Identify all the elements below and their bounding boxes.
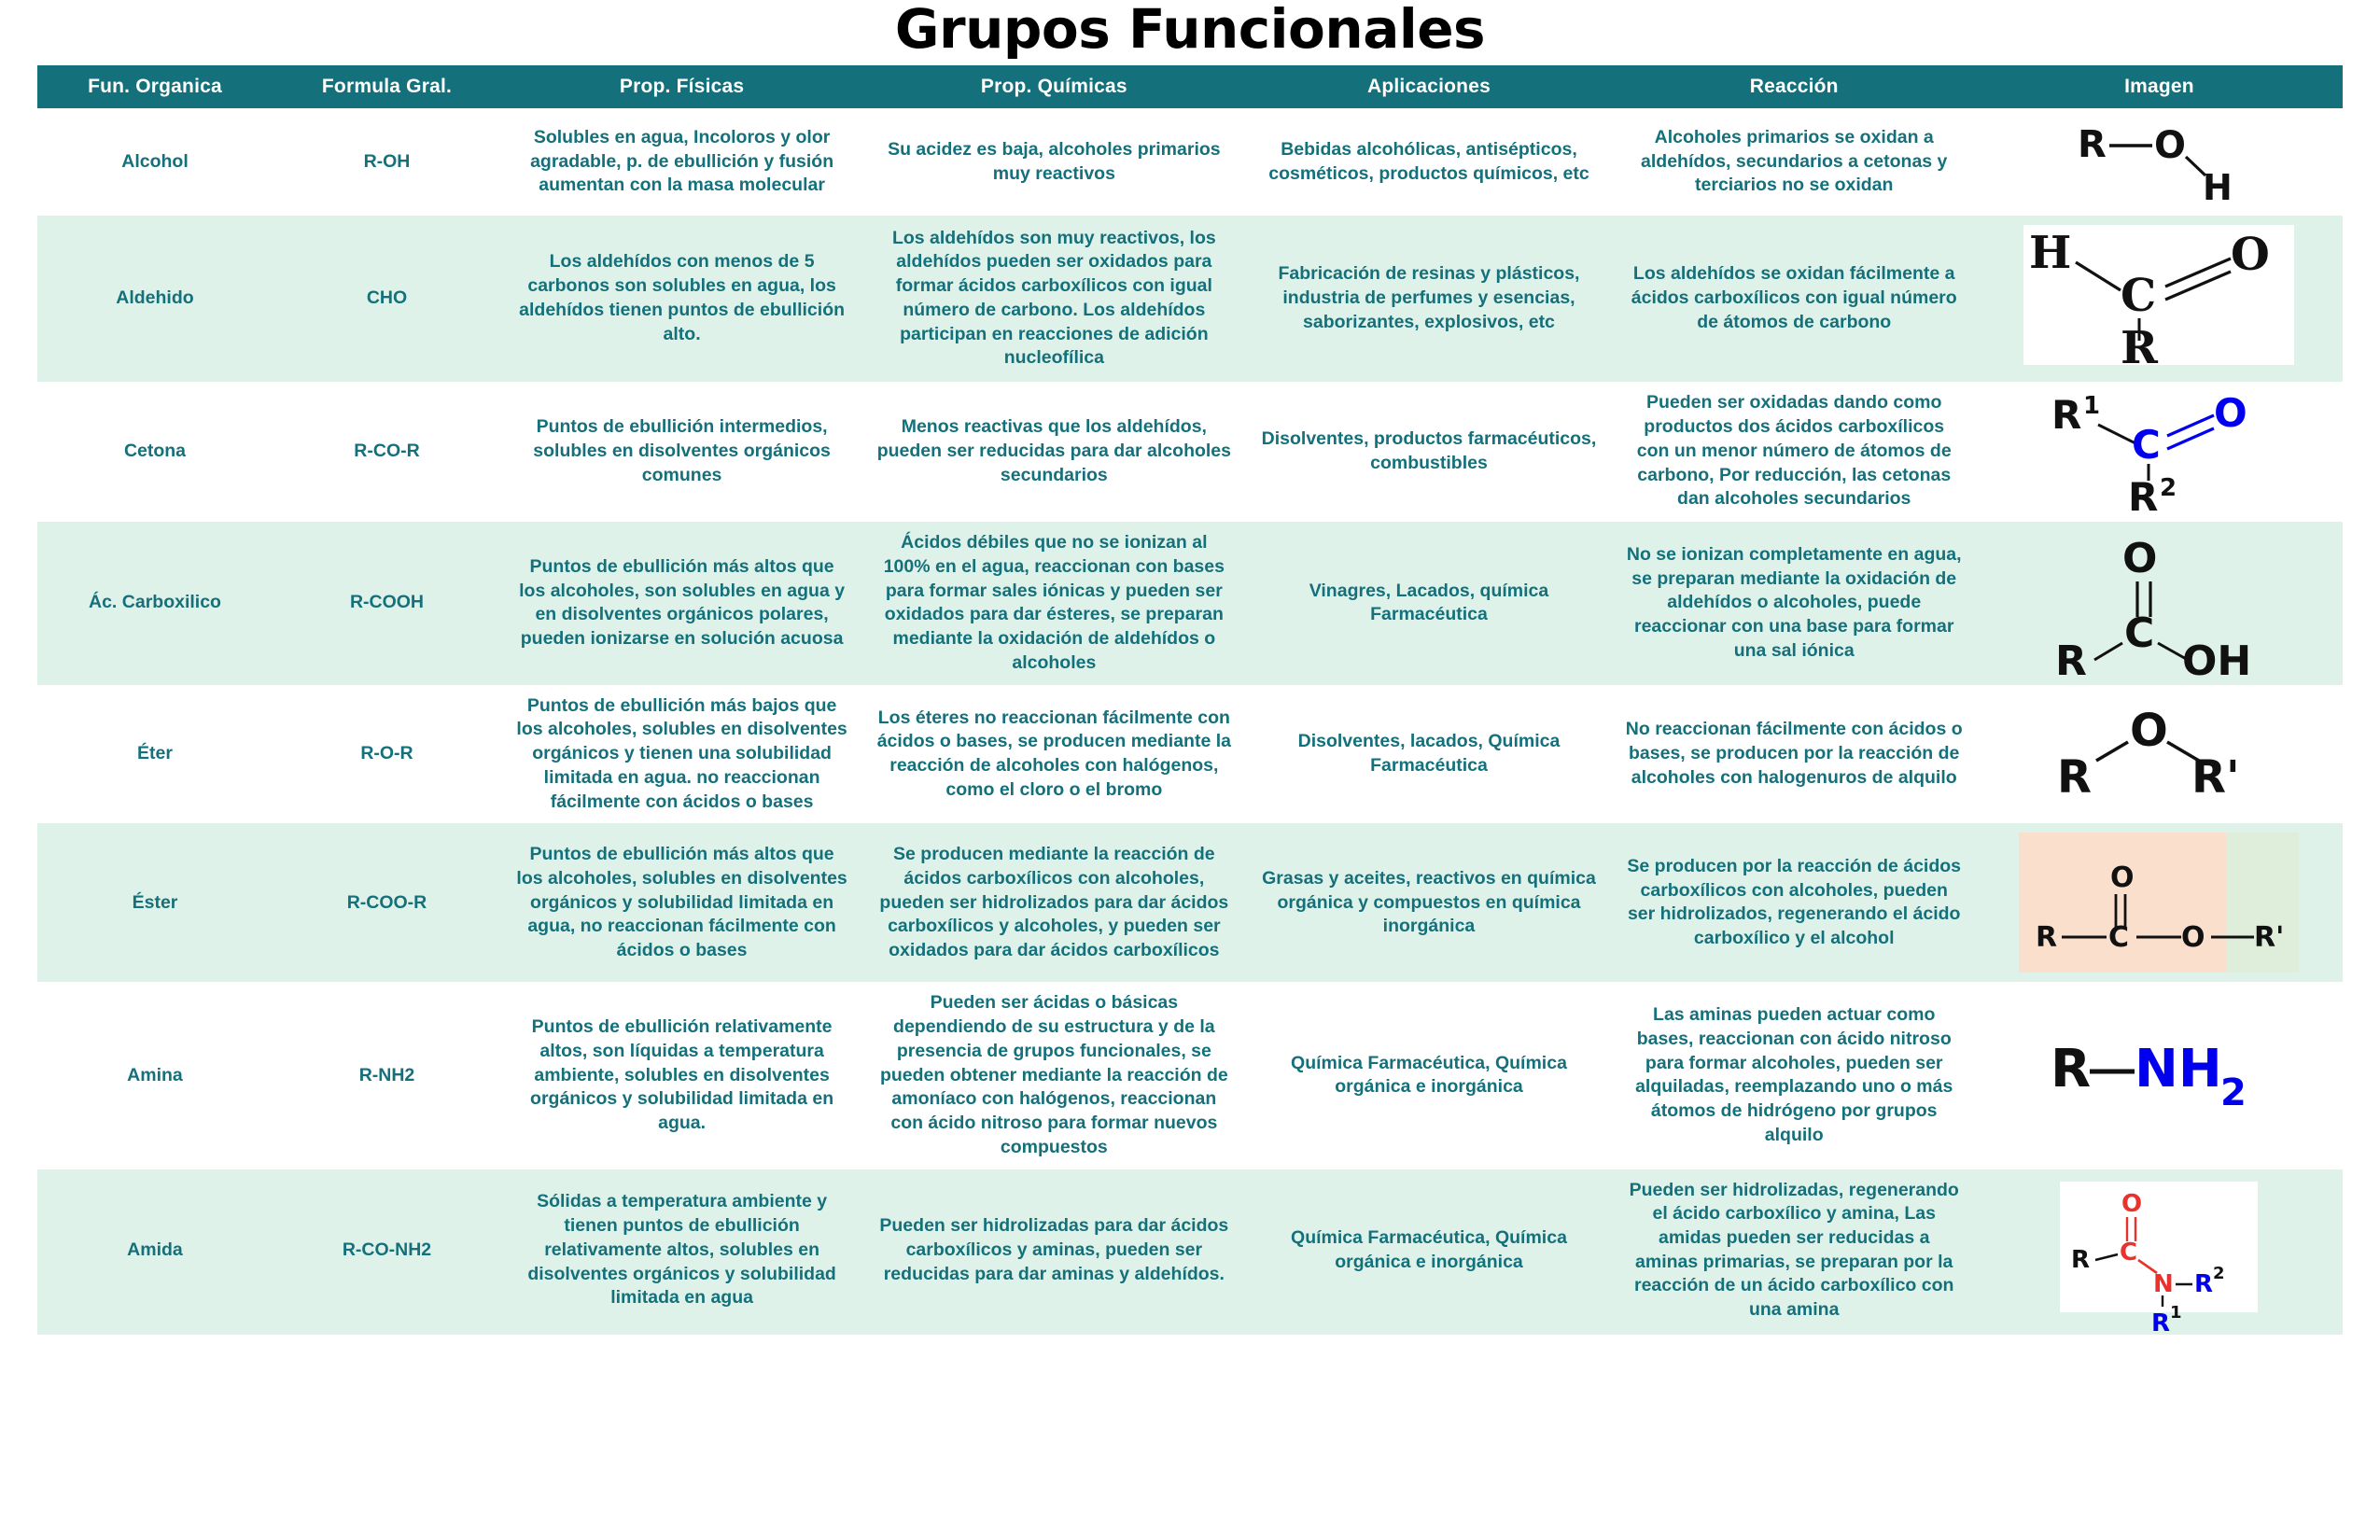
cell-prop-quimicas: Ácidos débiles que no se ionizan al 100% en el agua, reaccionan con bases para formar sales iónicas y pueden ser oxidados para dar ésteres, se preparan mediante la oxidación de aldehídos o alcoholes bbox=[862, 522, 1245, 685]
svg-text:R: R bbox=[2057, 751, 2093, 805]
cell-formula: R-CO-NH2 bbox=[273, 1169, 501, 1332]
cell-reaccion: No se ionizan completamente en agua, se preparan mediante la oxidación de aldehídos o alcoholes, puede reaccionar con una base para formar una sal iónica bbox=[1612, 522, 1976, 685]
svg-text:2: 2 bbox=[2220, 1071, 2247, 1115]
cell-formula: R-CO-R bbox=[273, 382, 501, 522]
table-row bbox=[37, 1169, 2343, 1332]
table-row bbox=[37, 685, 2343, 824]
column-header-aplicaciones: Aplicaciones bbox=[1246, 65, 1613, 108]
svg-text:R: R bbox=[2194, 1269, 2214, 1298]
cell-imagen bbox=[1976, 108, 2343, 216]
cell-aplicaciones: Vinagres, Lacados, química Farmacéutica bbox=[1246, 522, 1613, 685]
cell-prop-fisicas: Solubles en agua, Incoloros y olor agradable, p. de ebullición y fusión aumentan con la masa molecular bbox=[501, 108, 862, 216]
cell-prop-quimicas: Los aldehídos son muy reactivos, los aldehídos pueden ser oxidados para formar ácidos carboxílicos con igual número de carbono. Los aldehídos participan en reacciones de adición nucleofílica bbox=[862, 216, 1245, 382]
amida-structure-frame bbox=[2060, 1182, 2258, 1337]
cell-reaccion: Alcoholes primarios se oxidan a aldehídos, secundarios a cetonas y terciarios no se oxidan bbox=[1612, 108, 1976, 216]
table-row bbox=[37, 982, 2343, 1169]
cell-name: Éster bbox=[37, 823, 273, 982]
cell-imagen bbox=[1976, 982, 2343, 1169]
eter-structure-icon bbox=[2042, 703, 2275, 805]
cell-imagen bbox=[1976, 685, 2343, 824]
svg-text:R: R bbox=[2128, 473, 2159, 520]
amida-structure-icon bbox=[2060, 1182, 2258, 1337]
cell-imagen bbox=[1976, 1169, 2343, 1337]
svg-text:O: O bbox=[2110, 861, 2135, 895]
cell-aplicaciones: Disolventes, lacados, Química Farmacéutica bbox=[1246, 685, 1613, 824]
cell-formula: R-COO-R bbox=[273, 823, 501, 982]
aldehido-structure-frame bbox=[2023, 225, 2294, 374]
cell-aplicaciones: Disolventes, productos farmacéuticos, combustibles bbox=[1246, 382, 1613, 522]
table-header bbox=[37, 65, 2343, 108]
svg-text:NH: NH bbox=[2135, 1039, 2223, 1100]
cell-prop-quimicas: Pueden ser hidrolizadas para dar ácidos carboxílicos y aminas, pueden ser reducidas para dar aminas y aldehídos. bbox=[862, 1169, 1245, 1332]
svg-text:C: C bbox=[2132, 421, 2162, 468]
cell-prop-quimicas: Los éteres no reaccionan fácilmente con ácidos o bases, se producen mediante la reacción de alcoholes con halógenos, como el cloro o el bromo bbox=[862, 685, 1245, 824]
cell-name: Aldehido bbox=[37, 216, 273, 382]
svg-text:O: O bbox=[2122, 534, 2158, 582]
bottom-divider bbox=[37, 1332, 2343, 1335]
header-row bbox=[37, 65, 2343, 108]
cell-formula: R-OH bbox=[273, 108, 501, 216]
svg-text:R: R bbox=[2051, 391, 2082, 438]
svg-text:R: R bbox=[2051, 1039, 2092, 1100]
column-header-prop-fisicas: Prop. Físicas bbox=[501, 65, 862, 108]
cell-reaccion: Los aldehídos se oxidan fácilmente a ácidos carboxílicos con igual número de átomos de carbono bbox=[1612, 216, 1976, 382]
cell-prop-fisicas: Puntos de ebullición más altos que los alcoholes, son solubles en agua y en disolventes orgánicos polares, pueden ionizarse en solución acuosa bbox=[501, 522, 862, 685]
cell-formula: R-O-R bbox=[273, 685, 501, 824]
cell-prop-fisicas: Sólidas a temperatura ambiente y tienen puntos de ebullición relativamente altos, solubles en disolventes orgánicos y solubilidad limitada en agua bbox=[501, 1169, 862, 1332]
column-header-reaccion: Reacción bbox=[1612, 65, 1976, 108]
functional-groups-table bbox=[37, 65, 2343, 1337]
column-header-formula-gral: Formula Gral. bbox=[273, 65, 501, 108]
table-row bbox=[37, 522, 2343, 685]
table-row bbox=[37, 108, 2343, 216]
svg-text:O: O bbox=[2231, 229, 2271, 281]
cell-prop-quimicas: Su acidez es baja, alcoholes primarios muy reactivos bbox=[862, 108, 1245, 216]
cell-imagen bbox=[1976, 823, 2343, 982]
page-title: Grupos Funcionales bbox=[894, 0, 1486, 61]
svg-text:O: O bbox=[2154, 124, 2187, 167]
cell-prop-quimicas: Pueden ser ácidas o básicas dependiendo de su estructura y de la presencia de grupos funcionales, se pueden obtener mediante la reacción de amoníaco con halógenos, reaccionan con ácido nitroso para formar nuevos compuestos bbox=[862, 982, 1245, 1169]
svg-text:N: N bbox=[2153, 1269, 2175, 1298]
table-row bbox=[37, 823, 2343, 982]
cell-imagen bbox=[1976, 216, 2343, 382]
svg-text:R: R bbox=[2071, 1245, 2091, 1274]
svg-text:O: O bbox=[2214, 389, 2248, 436]
cell-name: Ác. Carboxilico bbox=[37, 522, 273, 685]
cell-prop-quimicas: Menos reactivas que los aldehídos, pueden ser reducidas para dar alcoholes secundarios bbox=[862, 382, 1245, 522]
cell-aplicaciones: Grasas y aceites, reactivos en química orgánica y compuestos en química inorgánica bbox=[1246, 823, 1613, 982]
svg-text:C: C bbox=[2121, 270, 2157, 322]
cell-prop-fisicas: Puntos de ebullición relativamente altos, son líquidas a temperatura ambiente, solubles en disolventes orgánicos y solubilidad limitada en agua. bbox=[501, 982, 862, 1169]
svg-text:R: R bbox=[2055, 637, 2088, 685]
svg-text:C: C bbox=[2124, 609, 2155, 657]
cell-name: Alcohol bbox=[37, 108, 273, 216]
svg-text:R: R bbox=[2036, 921, 2058, 955]
cell-name: Amina bbox=[37, 982, 273, 1169]
amina-structure-icon bbox=[2037, 1029, 2280, 1122]
svg-text:C: C bbox=[2108, 921, 2130, 955]
svg-text:R: R bbox=[2078, 123, 2107, 166]
cell-formula: R-NH2 bbox=[273, 982, 501, 1169]
cell-reaccion: Pueden ser hidrolizadas, regenerando el ácido carboxílico y amina, Las amidas pueden ser reducidas a aminas primarias, se preparan por la reacción de un ácido carboxílico con una amina bbox=[1612, 1169, 1976, 1332]
aldehido-structure-icon bbox=[2023, 225, 2294, 374]
svg-text:1: 1 bbox=[2170, 1302, 2183, 1323]
svg-text:R': R' bbox=[2191, 751, 2241, 805]
ester-structure-icon bbox=[2019, 833, 2299, 973]
svg-text:OH: OH bbox=[2182, 637, 2252, 685]
cell-reaccion: Pueden ser oxidadas dando como productos dos ácidos carboxílicos con un menor número de átomos de carbono, Por reducción, las cetonas dan alcoholes secundarios bbox=[1612, 382, 1976, 522]
table-body bbox=[37, 108, 2343, 1337]
cell-aplicaciones: Química Farmacéutica, Química orgánica e inorgánica bbox=[1246, 1169, 1613, 1332]
svg-text:1: 1 bbox=[2083, 391, 2101, 420]
svg-text:2: 2 bbox=[2213, 1263, 2226, 1283]
svg-text:R: R bbox=[2151, 1309, 2171, 1337]
svg-text:O: O bbox=[2130, 705, 2169, 758]
svg-text:H: H bbox=[2203, 167, 2233, 208]
cell-reaccion: Se producen por la reacción de ácidos carboxílicos con alcoholes, pueden ser hidrolizados, regenerando el ácido carboxílico y el alcohol bbox=[1612, 823, 1976, 982]
cell-prop-fisicas: Puntos de ebullición más bajos que los alcoholes, solubles en disolventes orgánicos y tienen una solubilidad limitada en agua. no reaccionan fácilmente con ácidos o bases bbox=[501, 685, 862, 824]
cell-prop-fisicas: Puntos de ebullición intermedios, solubles en disolventes orgánicos comunes bbox=[501, 382, 862, 522]
cell-formula: CHO bbox=[273, 216, 501, 382]
cell-name: Éter bbox=[37, 685, 273, 824]
svg-text:O: O bbox=[2181, 921, 2205, 955]
cell-aplicaciones: Bebidas alcohólicas, antisépticos, cosméticos, productos químicos, etc bbox=[1246, 108, 1613, 216]
cell-reaccion: Las aminas pueden actuar como bases, reaccionan con ácido nitroso para formar alcoholes, pueden ser alquiladas, reemplazando uno o más átomos de hidrógeno por grupos alquilo bbox=[1612, 982, 1976, 1169]
cell-imagen bbox=[1976, 382, 2343, 522]
cell-reaccion: No reaccionan fácilmente con ácidos o bases, se producen por la reacción de alcoholes con halogenuros de alquilo bbox=[1612, 685, 1976, 824]
svg-text:R': R' bbox=[2254, 921, 2285, 955]
column-header-fun-organica: Fun. Organica bbox=[37, 65, 273, 108]
cell-aplicaciones: Fabricación de resinas y plásticos, industria de perfumes y esencias, saborizantes, explosivos, etc bbox=[1246, 216, 1613, 382]
svg-text:H: H bbox=[2029, 227, 2072, 279]
cell-prop-fisicas: Los aldehídos con menos de 5 carbonos son solubles en agua, los aldehídos tienen puntos de ebullición alto. bbox=[501, 216, 862, 382]
cell-name: Amida bbox=[37, 1169, 273, 1332]
table-row bbox=[37, 382, 2343, 522]
svg-text:2: 2 bbox=[2160, 473, 2177, 502]
cell-name: Cetona bbox=[37, 382, 273, 522]
cell-prop-fisicas: Puntos de ebullición más altos que los alcoholes, solubles en disolventes orgánicos y solubilidad limitada en agua, no reaccionan fácilmente con ácidos o bases bbox=[501, 823, 862, 982]
alcohol-structure-icon bbox=[2051, 118, 2266, 206]
cell-imagen bbox=[1976, 522, 2343, 685]
cetona-structure-icon bbox=[2042, 389, 2275, 520]
cell-prop-quimicas: Se producen mediante la reacción de ácidos carboxílicos con alcoholes, pueden ser hidrolizados para dar ácidos carboxílicos y alcoholes, y pueden ser oxidados para dar ácidos carboxílicos bbox=[862, 823, 1245, 982]
column-header-prop-quimicas: Prop. Químicas bbox=[862, 65, 1245, 108]
svg-text:C: C bbox=[2120, 1238, 2138, 1267]
cell-formula: R-COOH bbox=[273, 522, 501, 685]
cell-aplicaciones: Química Farmacéutica, Química orgánica e inorgánica bbox=[1246, 982, 1613, 1169]
column-header-imagen: Imagen bbox=[1976, 65, 2343, 108]
svg-text:R: R bbox=[2121, 322, 2159, 374]
acido-carboxilico-structure-icon bbox=[2042, 531, 2275, 685]
svg-text:O: O bbox=[2121, 1189, 2143, 1218]
table-row bbox=[37, 216, 2343, 382]
